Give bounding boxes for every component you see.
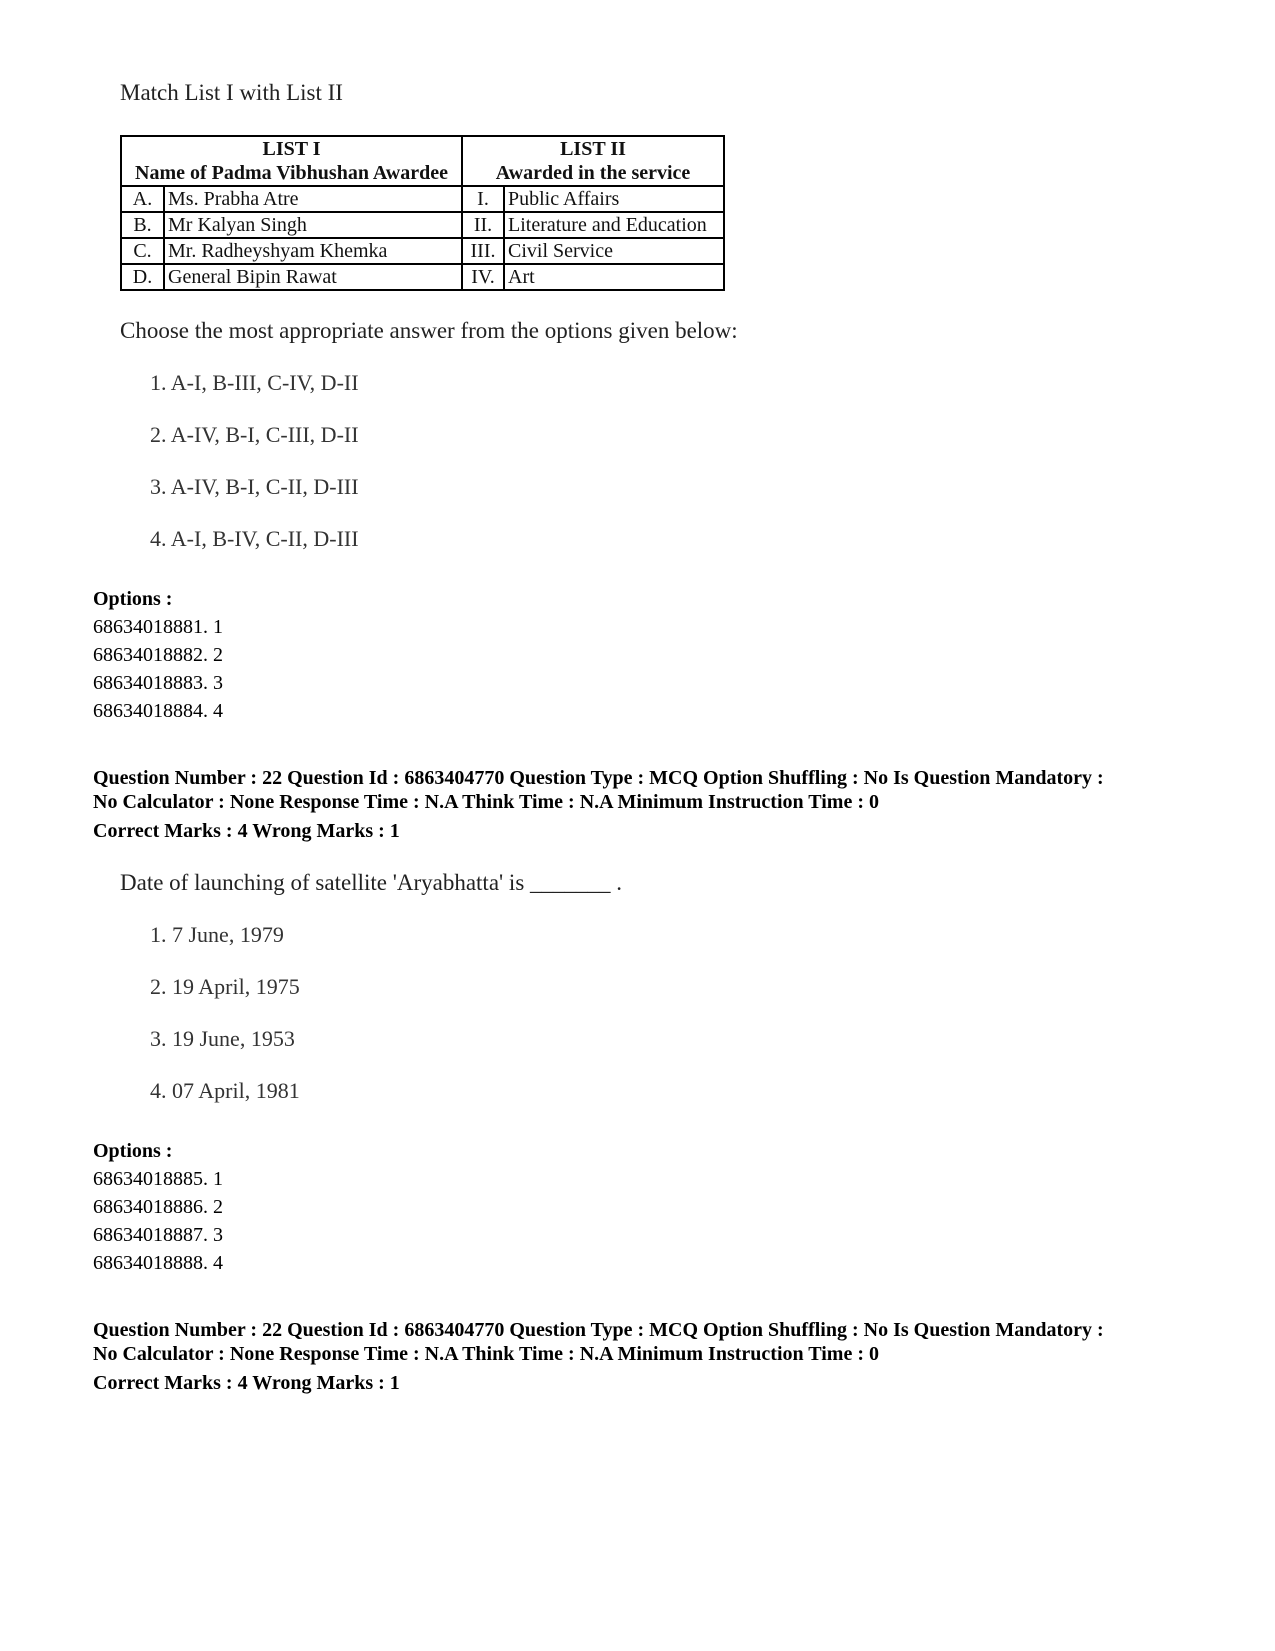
row-label: C. (121, 238, 164, 264)
list-ii-subtitle: Awarded in the service (495, 162, 691, 184)
option-id: 68634018885. 1 (93, 1168, 223, 1190)
table-row (121, 264, 724, 290)
table-row (121, 238, 724, 264)
row-roman: I. (462, 186, 504, 212)
option-id: 68634018888. 4 (93, 1252, 223, 1274)
service-name: Literature and Education (504, 212, 724, 238)
list-ii-header (462, 136, 724, 186)
question-marks: Correct Marks : 4 Wrong Marks : 1 (93, 1372, 400, 1394)
list-i-subtitle: Name of Padma Vibhushan Awardee (135, 162, 448, 184)
answer-choice: 2. 19 April, 1975 (150, 974, 300, 999)
answer-choice: 1. A-I, B-III, C-IV, D-II (150, 370, 359, 395)
options-label: Options : (93, 588, 173, 610)
match-table (120, 135, 725, 291)
row-roman: II. (462, 212, 504, 238)
awardee-name: Mr. Radheyshyam Khemka (164, 238, 462, 264)
service-name: Art (504, 264, 724, 290)
answer-choice: 1. 7 June, 1979 (150, 922, 284, 947)
list-ii-title: LIST II (560, 138, 626, 160)
answer-choice: 3. 19 June, 1953 (150, 1026, 295, 1051)
table-header-row (121, 136, 724, 186)
awardee-name: Ms. Prabha Atre (164, 186, 462, 212)
row-roman: IV. (462, 264, 504, 290)
answer-choice: 4. 07 April, 1981 (150, 1078, 300, 1103)
option-id: 68634018883. 3 (93, 672, 223, 694)
row-label: D. (121, 264, 164, 290)
question-meta (93, 766, 1203, 814)
q1-prompt: Match List I with List II (120, 80, 343, 105)
answer-choice: 3. A-IV, B-I, C-II, D-III (150, 474, 359, 499)
service-name: Public Affairs (504, 186, 724, 212)
row-label: A. (121, 186, 164, 212)
awardee-name: Mr Kalyan Singh (164, 212, 462, 238)
question-meta-line: No Calculator : None Response Time : N.A Think Time : N.A Minimum Instruction Time : 0 (93, 1343, 879, 1365)
list-i-header (121, 136, 462, 186)
awardee-name: General Bipin Rawat (164, 264, 462, 290)
option-id: 68634018886. 2 (93, 1196, 223, 1218)
row-label: B. (121, 212, 164, 238)
question-meta-line: Question Number : 22 Question Id : 6863404770 Question Type : MCQ Option Shuffling : No Is Question Mandatory : (93, 767, 1104, 789)
question-meta-line: Question Number : 22 Question Id : 6863404770 Question Type : MCQ Option Shuffling : No Is Question Mandatory : (93, 1319, 1104, 1341)
service-name: Civil Service (504, 238, 724, 264)
row-roman: III. (462, 238, 504, 264)
option-id: 68634018887. 3 (93, 1224, 223, 1246)
option-id: 68634018881. 1 (93, 616, 223, 638)
question-meta-line: No Calculator : None Response Time : N.A Think Time : N.A Minimum Instruction Time : 0 (93, 791, 879, 813)
option-id: 68634018884. 4 (93, 700, 223, 722)
table-row (121, 212, 724, 238)
answer-choice: 2. A-IV, B-I, C-III, D-II (150, 422, 359, 447)
options-label: Options : (93, 1140, 173, 1162)
table-row (121, 186, 724, 212)
question-meta (93, 1318, 1203, 1366)
question-marks: Correct Marks : 4 Wrong Marks : 1 (93, 820, 400, 842)
q2-prompt: Date of launching of satellite 'Aryabhatta' is _______ . (120, 870, 623, 895)
answer-choice: 4. A-I, B-IV, C-II, D-III (150, 526, 359, 551)
option-id: 68634018882. 2 (93, 644, 223, 666)
q1-instruction: Choose the most appropriate answer from the options given below: (120, 318, 738, 343)
list-i-title: LIST I (262, 138, 321, 160)
